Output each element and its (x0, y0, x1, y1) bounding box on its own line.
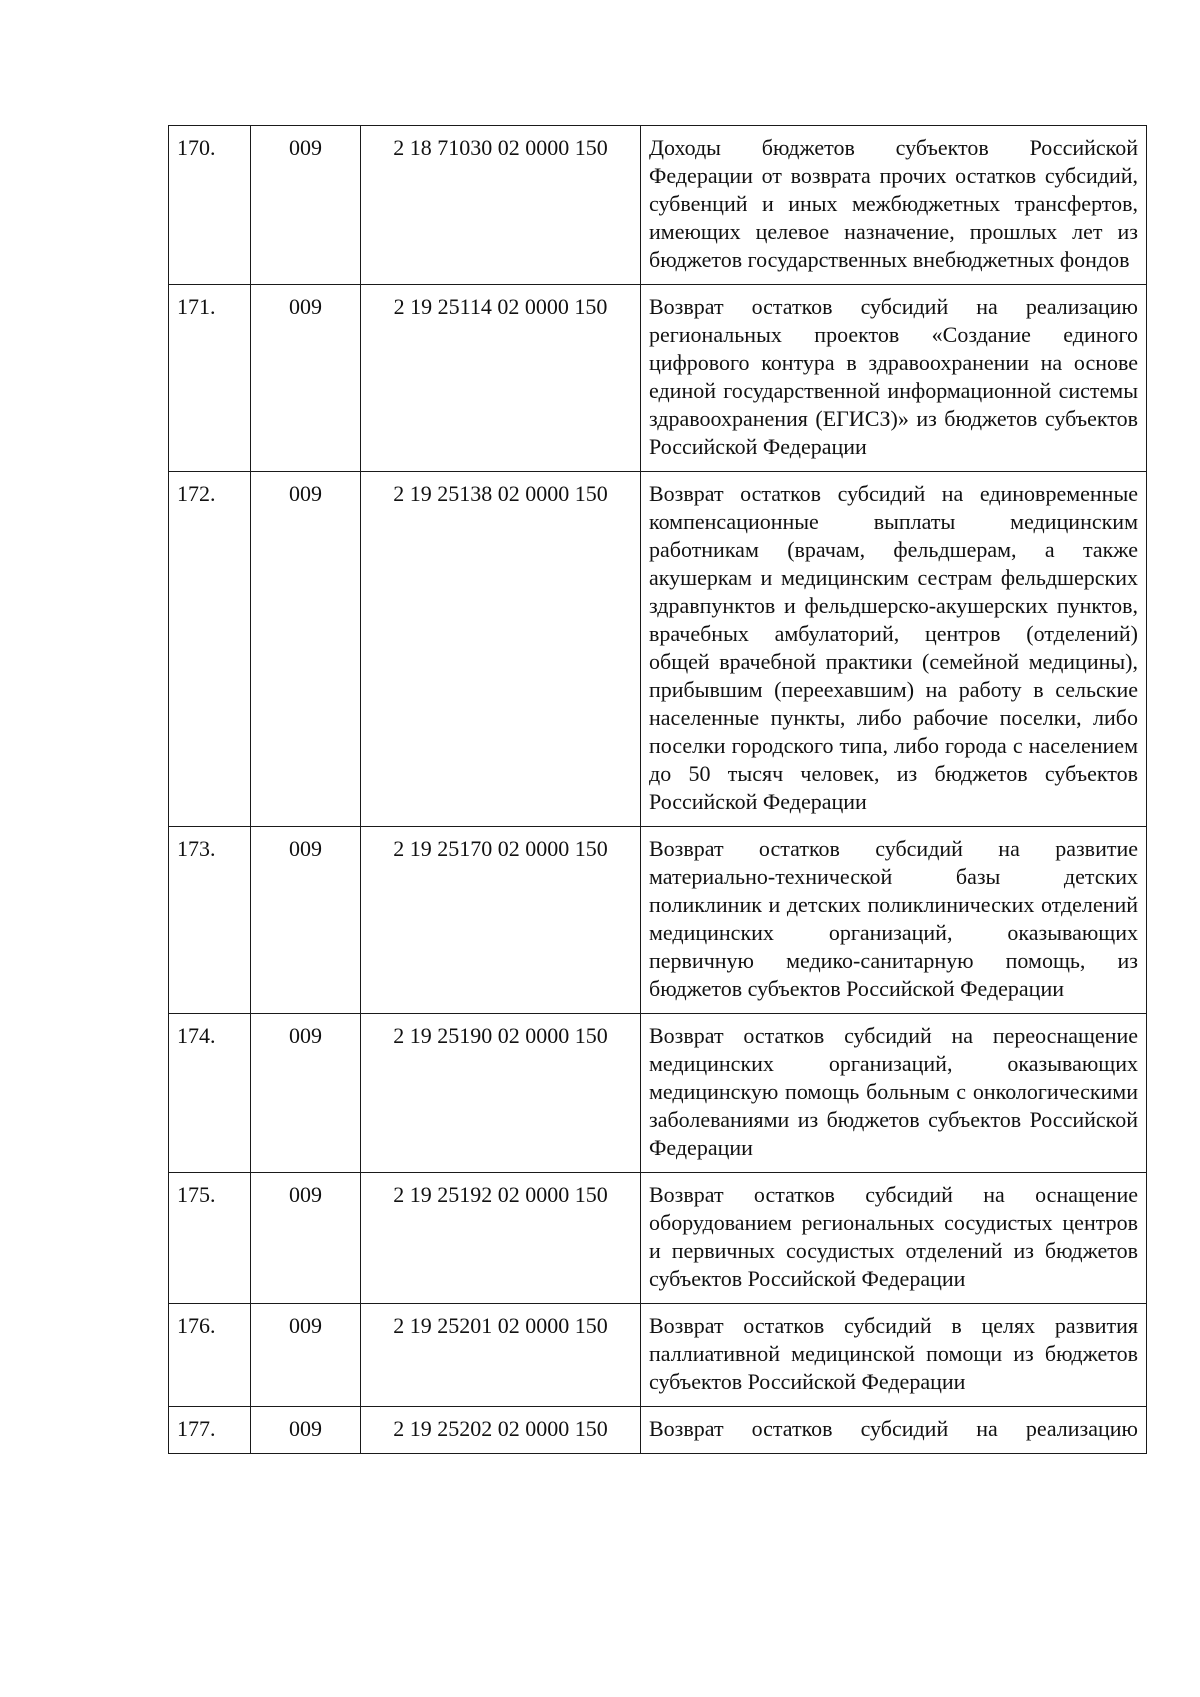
revenue-name-cell: Возврат остатков субсидий на реализацию (641, 1407, 1147, 1454)
table-row (169, 827, 1147, 1014)
revenue-name-cell: Возврат остатков субсидий на единовременные компенсационные выплаты медицинским работникам (врачам, фельдшерам, а также акушеркам и медицинским сестрам фельдшерских здравпунктов и фельдшерско-акушерских пунктов, врачебных амбулаторий, центров (отделений) общей врачебной практики (семейной медицины), прибывшим (переехавшим) на работу в сельские населенные пункты, либо рабочие поселки, либо поселки городского типа, либо города с населением до 50 тысяч человек, из бюджетов субъектов Российской Федерации (641, 472, 1147, 827)
table-row (169, 472, 1147, 827)
row-number-cell: 170. (169, 126, 251, 285)
budget-code-cell: 2 19 25202 02 0000 150 (361, 1407, 641, 1454)
revenue-name-cell: Доходы бюджетов субъектов Российской Федерации от возврата прочих остатков субсидий, субвенций и иных межбюджетных трансфертов, имеющих целевое назначение, прошлых лет из бюджетов государственных внебюджетных фондов (641, 126, 1147, 285)
revenue-name-cell: Возврат остатков субсидий в целях развития паллиативной медицинской помощи из бюджетов субъектов Российской Федерации (641, 1304, 1147, 1407)
budget-code-cell: 2 19 25190 02 0000 150 (361, 1014, 641, 1173)
row-number-cell: 176. (169, 1304, 251, 1407)
budget-code-cell: 2 19 25201 02 0000 150 (361, 1304, 641, 1407)
budget-classification-table (168, 125, 1147, 1454)
document-page (168, 125, 1146, 1454)
admin-code-cell: 009 (251, 827, 361, 1014)
row-number-cell: 175. (169, 1173, 251, 1304)
budget-code-cell: 2 19 25138 02 0000 150 (361, 472, 641, 827)
table-row (169, 1014, 1147, 1173)
table-row (169, 1304, 1147, 1407)
budget-code-cell: 2 19 25170 02 0000 150 (361, 827, 641, 1014)
row-number-cell: 173. (169, 827, 251, 1014)
admin-code-cell: 009 (251, 472, 361, 827)
table-body (169, 126, 1147, 1454)
table-row (169, 285, 1147, 472)
table-row (169, 1407, 1147, 1454)
revenue-name-cell: Возврат остатков субсидий на развитие материально-технической базы детских поликлиник и детских поликлинических отделений медицинских организаций, оказывающих первичную медико-санитарную помощь, из бюджетов субъектов Российской Федерации (641, 827, 1147, 1014)
admin-code-cell: 009 (251, 126, 361, 285)
revenue-name-cell: Возврат остатков субсидий на реализацию региональных проектов «Создание единого цифрового контура в здравоохранении на основе единой государственной информационной системы здравоохранения (ЕГИСЗ)» из бюджетов субъектов Российской Федерации (641, 285, 1147, 472)
budget-code-cell: 2 19 25114 02 0000 150 (361, 285, 641, 472)
admin-code-cell: 009 (251, 285, 361, 472)
row-number-cell: 171. (169, 285, 251, 472)
admin-code-cell: 009 (251, 1304, 361, 1407)
table-row (169, 1173, 1147, 1304)
row-number-cell: 172. (169, 472, 251, 827)
revenue-name-cell: Возврат остатков субсидий на переоснащение медицинских организаций, оказывающих медицинскую помощь больным с онкологическими заболеваниями из бюджетов субъектов Российской Федерации (641, 1014, 1147, 1173)
admin-code-cell: 009 (251, 1014, 361, 1173)
row-number-cell: 174. (169, 1014, 251, 1173)
table-row (169, 126, 1147, 285)
budget-code-cell: 2 19 25192 02 0000 150 (361, 1173, 641, 1304)
revenue-name-cell: Возврат остатков субсидий на оснащение оборудованием региональных сосудистых центров и первичных сосудистых отделений из бюджетов субъектов Российской Федерации (641, 1173, 1147, 1304)
admin-code-cell: 009 (251, 1407, 361, 1454)
admin-code-cell: 009 (251, 1173, 361, 1304)
row-number-cell: 177. (169, 1407, 251, 1454)
budget-code-cell: 2 18 71030 02 0000 150 (361, 126, 641, 285)
